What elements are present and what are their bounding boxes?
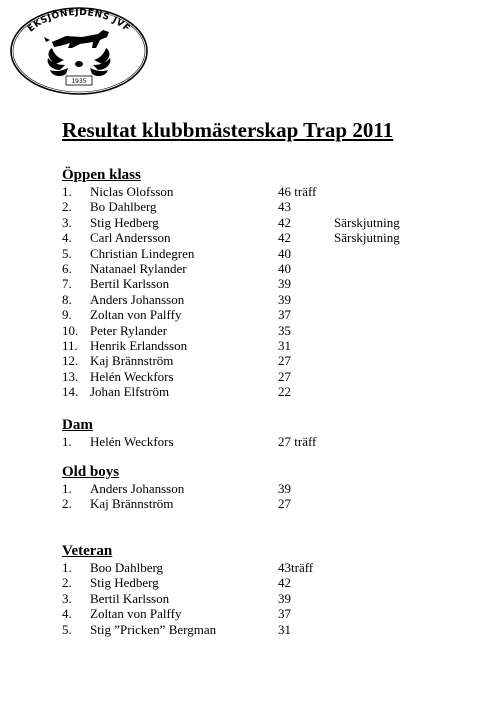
result-row	[62, 434, 482, 449]
rank-cell: 2.	[62, 496, 72, 512]
rank-cell: 5.	[62, 621, 72, 637]
score-cell: 35	[278, 322, 291, 338]
section-heading: Dam	[62, 417, 93, 433]
name-cell: Henrik Erlandsson	[90, 337, 188, 353]
result-row	[62, 276, 482, 291]
rank-cell: 2.	[62, 575, 72, 591]
rank-cell: 2.	[62, 199, 72, 215]
rank-cell: 13.	[62, 368, 79, 384]
name-cell: Christian Lindegren	[90, 245, 195, 261]
result-row	[62, 199, 482, 214]
rank-cell: 7.	[62, 276, 72, 292]
section-1	[62, 416, 482, 449]
rank-cell: 14.	[62, 384, 79, 400]
note-cell: Särskjutning	[334, 214, 400, 230]
score-cell: 27	[278, 353, 291, 369]
result-row	[62, 215, 482, 230]
section-heading: Old boys	[62, 464, 120, 480]
score-cell: 43	[278, 199, 291, 215]
name-cell: Stig Hedberg	[90, 214, 159, 230]
oak-leaves-icon	[48, 48, 111, 76]
score-cell: 46 träff	[278, 184, 317, 199]
name-cell: Anders Johansson	[90, 291, 185, 307]
result-row	[62, 369, 482, 384]
result-row	[62, 292, 482, 307]
name-cell: Carl Andersson	[90, 230, 171, 246]
rank-cell: 3.	[62, 590, 72, 606]
result-row	[62, 307, 482, 322]
rank-cell: 1.	[62, 184, 72, 199]
name-cell: Kaj Brännström	[90, 353, 174, 369]
score-cell: 22	[278, 384, 291, 400]
result-row	[62, 622, 482, 637]
result-row	[62, 591, 482, 606]
name-cell: Stig ”Pricken” Bergman	[90, 621, 217, 637]
rank-cell: 5.	[62, 245, 72, 261]
name-cell: Bertil Karlsson	[90, 590, 170, 606]
score-cell: 27 träff	[278, 434, 317, 449]
score-cell: 39	[278, 291, 291, 307]
name-cell: Helén Weckfors	[90, 434, 174, 449]
rank-cell: 6.	[62, 260, 72, 276]
name-cell: Kaj Brännström	[90, 496, 174, 512]
rank-cell: 12.	[62, 353, 79, 369]
name-cell: Zoltan von Palffy	[90, 307, 182, 323]
score-cell: 43träff	[278, 560, 314, 575]
name-cell: Bo Dahlberg	[90, 199, 157, 215]
section-2	[62, 463, 482, 512]
result-row	[62, 353, 482, 368]
result-row	[62, 496, 482, 511]
result-row	[62, 230, 482, 245]
rank-cell: 1.	[62, 481, 72, 496]
score-cell: 27	[278, 496, 291, 512]
club-logo	[8, 6, 150, 96]
score-cell: 39	[278, 590, 291, 606]
score-cell: 27	[278, 368, 291, 384]
name-cell: Johan Elfström	[90, 384, 170, 400]
result-row	[62, 184, 482, 199]
rank-cell: 1.	[62, 434, 72, 449]
name-cell: Bertil Karlsson	[90, 276, 170, 292]
result-row	[62, 246, 482, 261]
score-cell: 37	[278, 307, 291, 323]
score-cell: 42	[278, 230, 291, 246]
rank-cell: 10.	[62, 322, 79, 338]
score-cell: 40	[278, 245, 291, 261]
rank-cell: 8.	[62, 291, 72, 307]
score-cell: 42	[278, 575, 291, 591]
result-row	[62, 323, 482, 338]
rank-cell: 3.	[62, 214, 72, 230]
score-cell: 31	[278, 621, 291, 637]
result-row	[62, 338, 482, 353]
section-3	[62, 542, 482, 637]
rank-cell: 9.	[62, 307, 72, 323]
rank-cell: 11.	[62, 337, 78, 353]
result-row	[62, 481, 482, 496]
score-cell: 31	[278, 337, 291, 353]
name-cell: Boo Dahlberg	[90, 560, 164, 575]
logo-ring-text: EKSJÖNEJDENS JVF	[26, 7, 132, 35]
section-heading: Öppen klass	[62, 167, 141, 183]
score-cell: 42	[278, 214, 291, 230]
score-cell: 39	[278, 276, 291, 292]
name-cell: Anders Johansson	[90, 481, 185, 496]
section-heading: Veteran	[62, 543, 113, 559]
rank-cell: 1.	[62, 560, 72, 575]
result-row	[62, 261, 482, 276]
name-cell: Zoltan von Palffy	[90, 606, 182, 622]
logo-year: 1935	[71, 78, 87, 86]
score-cell: 40	[278, 260, 291, 276]
note-cell: Särskjutning	[334, 230, 400, 246]
rank-cell: 4.	[62, 606, 72, 622]
rank-cell: 4.	[62, 230, 72, 246]
result-row	[62, 384, 482, 399]
result-row	[62, 560, 482, 575]
name-cell: Natanael Rylander	[90, 260, 187, 276]
name-cell: Peter Rylander	[90, 322, 168, 338]
dog-icon	[44, 30, 109, 48]
section-0	[62, 166, 482, 399]
result-row	[62, 606, 482, 621]
score-cell: 39	[278, 481, 291, 496]
result-row	[62, 575, 482, 590]
name-cell: Helén Weckfors	[90, 368, 174, 384]
page-title: Resultat klubbmästerskap Trap 2011	[62, 118, 394, 142]
name-cell: Stig Hedberg	[90, 575, 159, 591]
name-cell: Niclas Olofsson	[90, 184, 174, 199]
score-cell: 37	[278, 606, 291, 622]
